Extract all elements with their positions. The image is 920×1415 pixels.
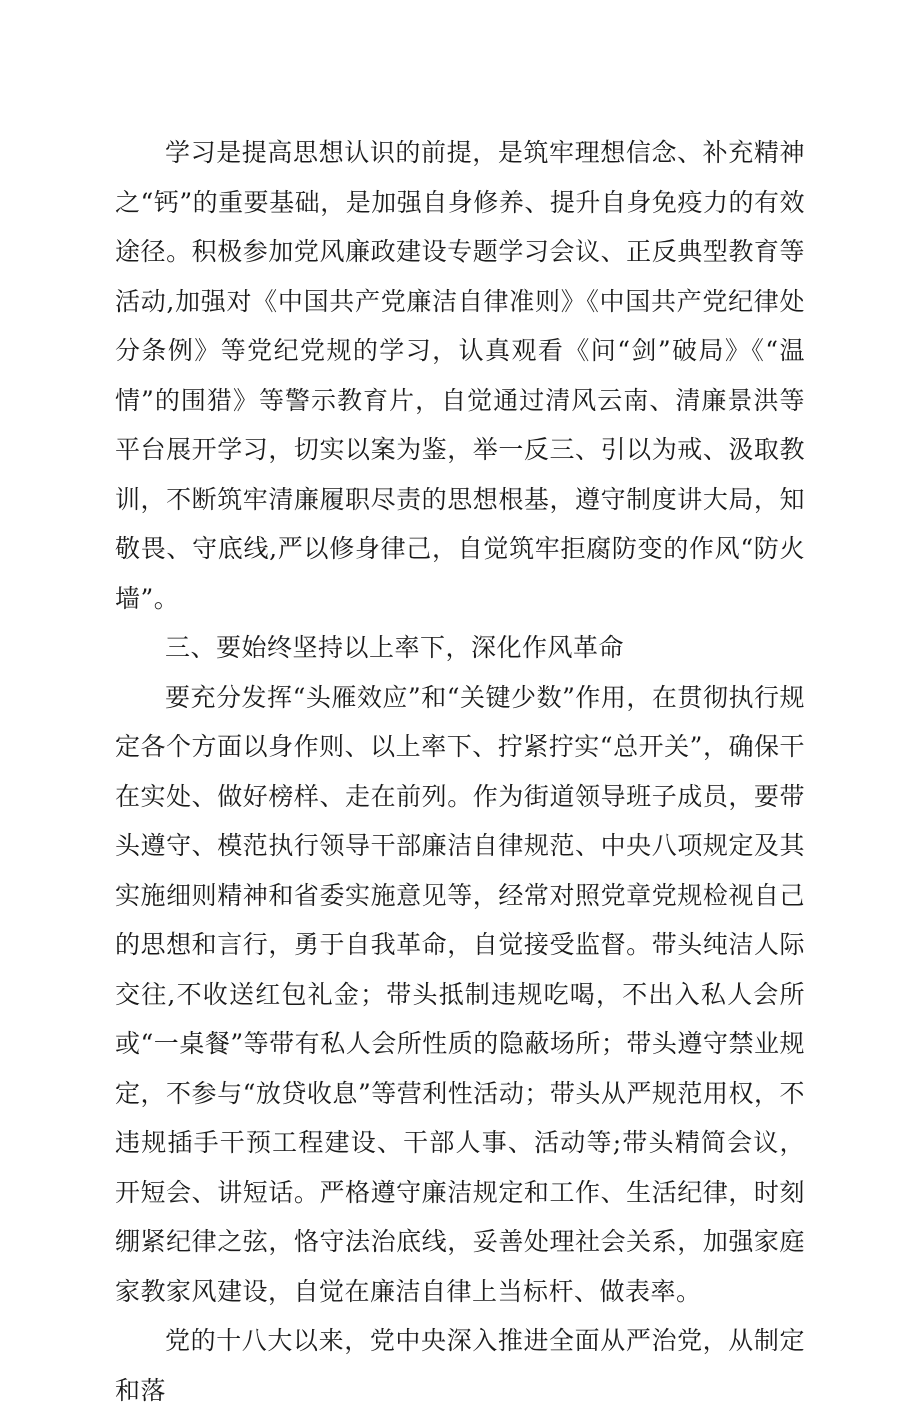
- document-body: [115, 128, 805, 1415]
- paragraph-study: 学习是提高思想认识的前提，是筑牢理想信念、补充精神之“钙”的重要基础，是加强自身修养、提升自身免疫力的有效途径。积极参加党风廉政建设专题学习会议、正反典型教育等活动,加强对《中国共产党廉洁自律准则》《中国共产党纪律处分条例》等党纪党规的学习，认真观看《问“剑”破局》《“温情”的围猎》等警示教育片，自觉通过清风云南、清廉景洪等平台展开学习，切实以案为鉴，举一反三、引以为戒、汲取教训，不断筑牢清廉履职尽责的思想根基，遵守制度讲大局，知敬畏、守底线,严以修身律己，自觉筑牢拒腐防变的作风“防火墙”。: [115, 138, 805, 613]
- paragraph-since-18th-congress: 党的十八大以来，党中央深入推进全面从严治党，从制定和落: [115, 1326, 805, 1405]
- section-heading-3: 三、要始终坚持以上率下，深化作风革命: [165, 633, 625, 662]
- paragraph-lead-by-example: 要充分发挥“头雁效应”和“关键少数”作用，在贯彻执行规定各个方面以身作则、以上率下、拧紧拧实“总开关”，确保干在实处、做好榜样、走在前列。作为街道领导班子成员，要带头遵守、模范执行领导干部廉洁自律规范、中央八项规定及其实施细则精神和省委实施意见等，经常对照党章党规检视自己的思想和言行，勇于自我革命，自觉接受监督。带头纯洁人际交往,不收送红包礼金；带头抵制违规吃喝，不出入私人会所或“一桌餐”等带有私人会所性质的隐蔽场所；带头遵守禁业规定，不参与“放贷收息”等营利性活动；带头从严规范用权，不违规插手干预工程建设、干部人事、活动等;带头精简会议，开短会、讲短话。严格遵守廉洁规定和工作、生活纪律，时刻绷紧纪律之弦，恪守法治底线，妥善处理社会关系，加强家庭家教家风建设，自觉在廉洁自律上当标杆、做表率。: [115, 682, 805, 1306]
